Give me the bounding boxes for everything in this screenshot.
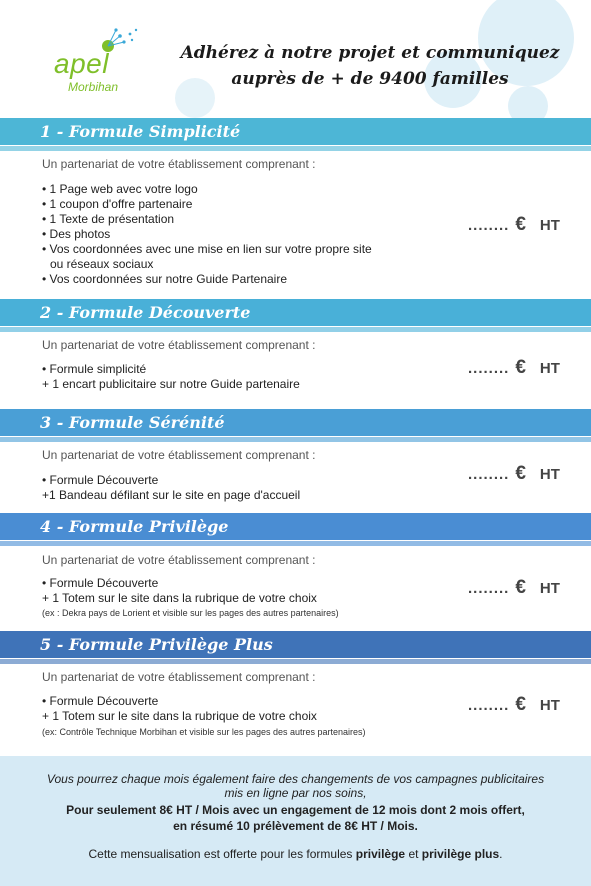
footer-p3-bold-2: privilège plus — [421, 847, 500, 861]
price-dots: ........ — [468, 580, 510, 597]
formula-4-item: • Formule Découverte — [42, 576, 159, 590]
band-stripe — [0, 659, 591, 664]
formula-4-title-band — [0, 513, 591, 540]
formula-4-note: (ex : Dekra pays de Lorient et visible sur les pages des autres partenaires) — [42, 608, 339, 618]
formula-5-title-band — [0, 631, 591, 658]
band-stripe — [0, 327, 591, 332]
price-dots: ........ — [468, 466, 510, 483]
band-stripe — [0, 541, 591, 546]
footer-paragraph-2 — [30, 802, 561, 834]
formula-4-item: + 1 Totem sur le site dans la rubrique de votre choix — [42, 591, 317, 605]
footer-p2-line-1: Pour seulement 8€ HT / Mois avec un engagement de 12 mois dont 2 mois offert, — [66, 803, 525, 817]
formula-1-item: • 1 Texte de présentation — [42, 212, 175, 226]
formula-5-item: + 1 Totem sur le site dans la rubrique de votre choix — [42, 709, 317, 723]
formula-5-price — [468, 694, 560, 716]
headline-line-2: auprès de + de 9400 familles — [231, 69, 509, 89]
logo-wordmark: apel — [54, 48, 109, 79]
price-ht: HT — [539, 580, 560, 597]
formula-3-lead: Un partenariat de votre établissement comprenant : — [42, 448, 316, 462]
band-stripe — [0, 146, 591, 151]
price-ht: HT — [539, 217, 560, 234]
band-stripe — [0, 437, 591, 442]
headline — [160, 40, 580, 92]
footer-p3-bold-1: privilège — [355, 847, 406, 861]
formula-3-title: 3 - Formule Sérénité — [40, 413, 225, 432]
formula-1-title-band — [0, 118, 591, 145]
formula-1-lead: Un partenariat de votre établissement comprenant : — [42, 157, 316, 171]
price-ht: HT — [539, 697, 560, 714]
apel-logo — [54, 26, 154, 96]
formula-2-title-band — [0, 299, 591, 326]
formula-1-item: ou réseaux sociaux — [50, 257, 154, 271]
footer-paragraph-3 — [30, 847, 561, 861]
headline-line-1: Adhérez à notre projet et communiquez — [180, 43, 560, 63]
formula-3-title-band — [0, 409, 591, 436]
price-ht: HT — [539, 466, 560, 483]
formula-4-lead: Un partenariat de votre établissement comprenant : — [42, 553, 316, 567]
formula-1-title: 1 - Formule Simplicité — [40, 122, 241, 141]
formula-4-price — [468, 577, 560, 599]
price-dots: ........ — [468, 217, 510, 234]
formula-2-title: 2 - Formule Découverte — [40, 303, 251, 322]
footer-p3-suffix: . — [499, 847, 503, 861]
formula-5-lead: Un partenariat de votre établissement comprenant : — [42, 670, 316, 684]
footer-paragraph-1 — [30, 772, 561, 800]
footer-panel — [0, 756, 591, 886]
euro-sign: € — [515, 214, 526, 235]
formula-2-price — [468, 357, 560, 379]
euro-sign: € — [515, 357, 526, 378]
formula-1-item: • Vos coordonnées avec une mise en lien sur votre propre site — [42, 242, 372, 256]
formula-2-item: + 1 encart publicitaire sur notre Guide partenaire — [42, 377, 300, 391]
formula-3-item: +1 Bandeau défilant sur le site en page d'accueil — [42, 488, 301, 502]
formula-3-item: • Formule Découverte — [42, 473, 159, 487]
formula-5-title: 5 - Formule Privilège Plus — [40, 635, 273, 654]
footer-p2-line-2: en résumé 10 prélèvement de 8€ HT / Mois. — [173, 819, 418, 833]
formula-2-lead: Un partenariat de votre établissement comprenant : — [42, 338, 316, 352]
euro-sign: € — [515, 577, 526, 598]
formula-5-item: • Formule Découverte — [42, 694, 159, 708]
euro-sign: € — [515, 463, 526, 484]
formula-1-price — [468, 214, 560, 236]
footer-p1-line-2: mis en ligne par nos soins, — [224, 786, 367, 800]
price-dots: ........ — [468, 697, 510, 714]
formula-3-price — [468, 463, 560, 485]
formula-1-item: • 1 Page web avec votre logo — [42, 182, 198, 196]
footer-p1-line-1: Vous pourrez chaque mois également faire des changements de vos campagnes publicitaires — [46, 772, 545, 786]
formula-1-item: • Vos coordonnées sur notre Guide Partenaire — [42, 272, 288, 286]
euro-sign: € — [515, 694, 526, 715]
formula-1-item: • Des photos — [42, 227, 111, 241]
footer-p3-mid: et — [405, 847, 422, 861]
formula-5-note: (ex: Contrôle Technique Morbihan et visible sur les pages des autres partenaires) — [42, 727, 366, 737]
price-dots: ........ — [468, 360, 510, 377]
formula-1-item: • 1 coupon d'offre partenaire — [42, 197, 193, 211]
footer-p3-prefix: Cette mensualisation est offerte pour les formules — [88, 847, 356, 861]
price-ht: HT — [539, 360, 560, 377]
formula-2-item: • Formule simplicité — [42, 362, 147, 376]
logo-subtitle: Morbihan — [68, 80, 119, 94]
formula-4-title: 4 - Formule Privilège — [40, 517, 229, 536]
